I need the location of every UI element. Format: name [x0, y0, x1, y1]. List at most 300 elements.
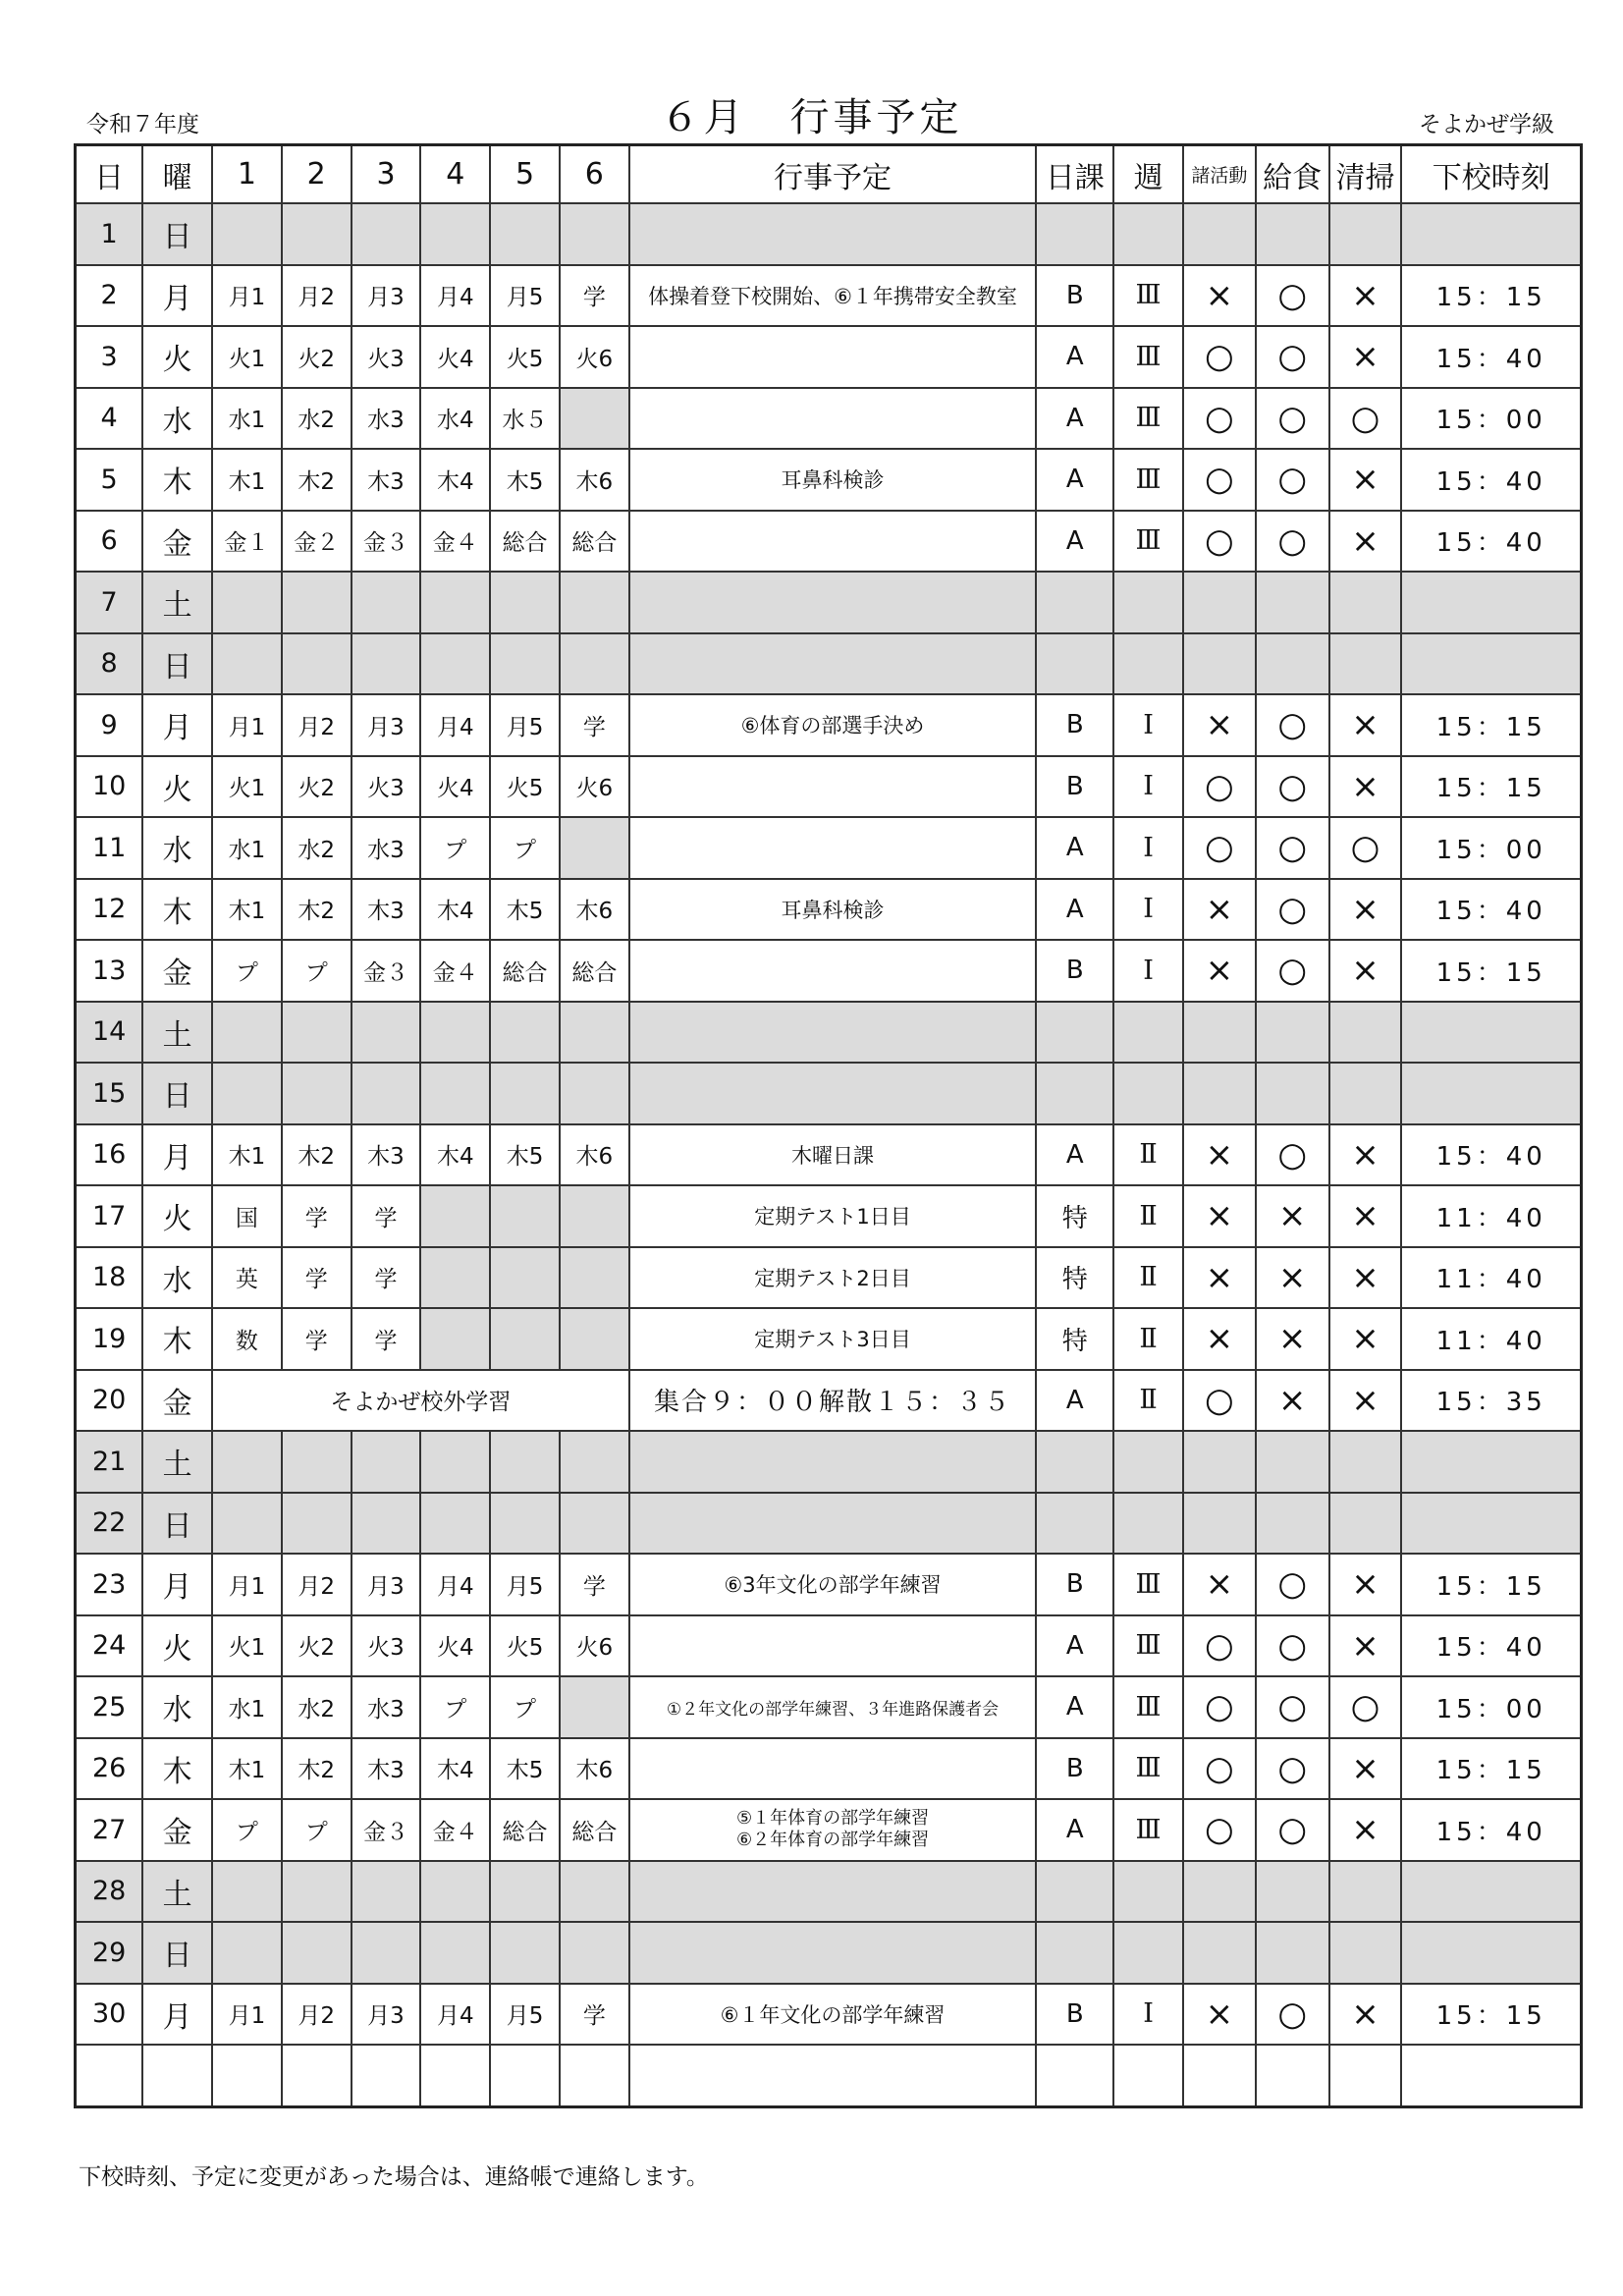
period-cell: 月4 [420, 1984, 490, 2046]
period-cell: 学 [352, 1247, 421, 1309]
empty-cell [1183, 572, 1256, 633]
empty-cell [560, 1063, 629, 1124]
empty-cell [1036, 572, 1113, 633]
lunch-mark: × [1256, 1247, 1329, 1309]
cleaning-mark: × [1329, 940, 1402, 1002]
dismissal-time: 15：40 [1401, 879, 1581, 941]
period-cell: 月3 [352, 694, 421, 756]
weekday-cell: 水 [142, 388, 212, 450]
page-title: ６月 行事予定 [660, 95, 963, 140]
day-cell: 6 [76, 511, 143, 573]
fiscal-year-label: 令和７年度 [86, 112, 199, 137]
week-cell: Ⅲ [1113, 388, 1183, 450]
empty-cell [76, 2045, 143, 2106]
nikka-cell: A [1036, 388, 1113, 450]
event-cell [629, 511, 1037, 573]
event-cell: 定期テスト2日目 [629, 1247, 1037, 1309]
table-row [76, 1554, 1582, 1615]
period-cell: 月2 [282, 694, 352, 756]
period-cell [490, 1247, 560, 1309]
empty-cell [282, 1922, 352, 1984]
period-cell: 木5 [490, 449, 560, 511]
table-row [76, 1247, 1582, 1309]
empty-cell [212, 1063, 282, 1124]
period-cell: 木6 [560, 449, 629, 511]
day-cell: 24 [76, 1615, 143, 1677]
empty-cell [1329, 572, 1402, 633]
nikka-cell: A [1036, 1676, 1113, 1738]
event-cell: 定期テスト3日目 [629, 1308, 1037, 1370]
period-cell: 金１ [212, 511, 282, 573]
day-cell: 10 [76, 756, 143, 818]
period-cell: プ [490, 1676, 560, 1738]
day-cell: 2 [76, 265, 143, 327]
empty-cell [560, 572, 629, 633]
weekday-cell: 月 [142, 265, 212, 327]
event-cell [629, 1738, 1037, 1800]
period-cell: 月2 [282, 265, 352, 327]
empty-cell [1401, 2045, 1581, 2106]
col-header-cleaning: 清掃 [1329, 145, 1402, 204]
period-cell: 学 [560, 694, 629, 756]
cleaning-mark: × [1329, 1799, 1402, 1861]
empty-cell [1401, 1861, 1581, 1923]
week-cell: Ⅲ [1113, 511, 1183, 573]
table-row [76, 1738, 1582, 1800]
cleaning-mark: × [1329, 1554, 1402, 1615]
empty-cell [1036, 1063, 1113, 1124]
dismissal-time: 15：35 [1401, 1370, 1581, 1432]
week-cell: Ⅰ [1113, 940, 1183, 1002]
nikka-cell: A [1036, 1370, 1113, 1432]
empty-cell [420, 1861, 490, 1923]
event-line: ⑤１年体育の部学年練習 [735, 1807, 930, 1829]
empty-cell [629, 1922, 1037, 1984]
empty-cell [1256, 2045, 1329, 2106]
day-cell: 26 [76, 1738, 143, 1800]
empty-cell [1113, 572, 1183, 633]
empty-cell [282, 1431, 352, 1493]
empty-cell [1113, 1002, 1183, 1064]
empty-cell [1329, 633, 1402, 695]
week-cell: Ⅲ [1113, 449, 1183, 511]
day-cell: 15 [76, 1063, 143, 1124]
period-cell: 水1 [212, 817, 282, 879]
period-cell: 数 [212, 1308, 282, 1370]
period-cell: 火1 [212, 756, 282, 818]
weekday-cell: 土 [142, 572, 212, 633]
activities-mark: × [1183, 879, 1256, 941]
day-cell: 4 [76, 388, 143, 450]
dismissal-time: 15：15 [1401, 265, 1581, 327]
lunch-mark: × [1256, 1308, 1329, 1370]
weekday-cell: 日 [142, 203, 212, 265]
event-cell: ①２年文化の部学年練習、３年進路保護者会 [629, 1676, 1037, 1738]
period-cell: 金３ [352, 511, 421, 573]
empty-cell [1036, 633, 1113, 695]
period-cell: 木6 [560, 1124, 629, 1186]
day-cell: 30 [76, 1984, 143, 2046]
weekday-cell: 土 [142, 1002, 212, 1064]
cleaning-mark: × [1329, 756, 1402, 818]
activities-mark: × [1183, 1984, 1256, 2046]
dismissal-time: 15：00 [1401, 388, 1581, 450]
empty-cell [352, 1002, 421, 1064]
period-cell: 月1 [212, 265, 282, 327]
period-cell: 月5 [490, 265, 560, 327]
empty-cell [490, 1922, 560, 1984]
col-header-day: 日 [76, 145, 143, 204]
activities-mark: × [1183, 265, 1256, 327]
empty-cell [629, 1002, 1037, 1064]
period-cell: 木2 [282, 1738, 352, 1800]
event-cell: 集合９：００解散１５：３５ [629, 1370, 1037, 1432]
empty-cell [1329, 1493, 1402, 1555]
period-cell: 木1 [212, 1124, 282, 1186]
period-cell: 火4 [420, 756, 490, 818]
event-cell [629, 388, 1037, 450]
cleaning-mark: ○ [1329, 388, 1402, 450]
period-cell: プ [420, 1676, 490, 1738]
empty-cell [1256, 1002, 1329, 1064]
weekday-cell: 月 [142, 1984, 212, 2046]
empty-cell [629, 1431, 1037, 1493]
empty-cell [1329, 1431, 1402, 1493]
table-row [76, 1861, 1582, 1923]
weekday-cell: 月 [142, 694, 212, 756]
empty-cell [1256, 203, 1329, 265]
lunch-mark: ○ [1256, 756, 1329, 818]
empty-cell [1183, 1063, 1256, 1124]
cleaning-mark: ○ [1329, 1676, 1402, 1738]
weekday-cell: 水 [142, 817, 212, 879]
table-row [76, 326, 1582, 388]
empty-cell [1113, 1063, 1183, 1124]
weekday-cell: 火 [142, 1615, 212, 1677]
table-row [76, 1185, 1582, 1247]
weekday-cell: 火 [142, 756, 212, 818]
period-cell: 水2 [282, 817, 352, 879]
empty-cell [352, 203, 421, 265]
day-cell: 29 [76, 1922, 143, 1984]
week-cell: Ⅰ [1113, 817, 1183, 879]
lunch-mark: ○ [1256, 1676, 1329, 1738]
weekday-cell: 木 [142, 449, 212, 511]
period-cell: 火6 [560, 756, 629, 818]
lunch-mark: ○ [1256, 940, 1329, 1002]
period-cell: 学 [560, 1984, 629, 2046]
dismissal-time: 11：40 [1401, 1247, 1581, 1309]
empty-cell [212, 203, 282, 265]
day-cell: 25 [76, 1676, 143, 1738]
week-cell: Ⅲ [1113, 1615, 1183, 1677]
activities-mark: × [1183, 1124, 1256, 1186]
nikka-cell: B [1036, 756, 1113, 818]
event-line: ⑥２年体育の部学年練習 [735, 1830, 930, 1851]
period-cell: 月3 [352, 1984, 421, 2046]
empty-cell [212, 1861, 282, 1923]
period-cell: 水3 [352, 388, 421, 450]
day-cell: 7 [76, 572, 143, 633]
day-cell: 12 [76, 879, 143, 941]
week-cell: Ⅱ [1113, 1185, 1183, 1247]
empty-cell [629, 1063, 1037, 1124]
activities-mark: × [1183, 1554, 1256, 1615]
dismissal-time: 15：15 [1401, 1738, 1581, 1800]
day-cell: 17 [76, 1185, 143, 1247]
empty-cell [560, 633, 629, 695]
cleaning-mark: × [1329, 449, 1402, 511]
empty-cell [1183, 633, 1256, 695]
weekday-cell: 金 [142, 511, 212, 573]
period-cell: 木2 [282, 449, 352, 511]
table-row [76, 1370, 1582, 1432]
empty-cell [1036, 1922, 1113, 1984]
schedule-table [74, 143, 1583, 2108]
period-cell: 火5 [490, 1615, 560, 1677]
nikka-cell: A [1036, 1799, 1113, 1861]
period-cell [560, 817, 629, 879]
period-cell: 月1 [212, 694, 282, 756]
table-row [76, 1002, 1582, 1064]
weekday-cell: 日 [142, 1493, 212, 1555]
period-cell: 木3 [352, 1738, 421, 1800]
nikka-cell: A [1036, 1124, 1113, 1186]
weekday-cell: 日 [142, 633, 212, 695]
period-cell: 水4 [420, 388, 490, 450]
table-row [76, 1615, 1582, 1677]
period-cell [420, 1308, 490, 1370]
nikka-cell: A [1036, 1615, 1113, 1677]
empty-cell [352, 1922, 421, 1984]
period-cell: 火6 [560, 326, 629, 388]
period-cell: 水1 [212, 388, 282, 450]
col-header-period-3: 3 [352, 145, 421, 204]
period-cell: 火2 [282, 326, 352, 388]
activities-mark: ○ [1183, 449, 1256, 511]
empty-cell [1183, 1002, 1256, 1064]
empty-cell [352, 1431, 421, 1493]
empty-cell [560, 1002, 629, 1064]
empty-cell [1329, 1063, 1402, 1124]
day-cell: 28 [76, 1861, 143, 1923]
cleaning-mark: × [1329, 694, 1402, 756]
empty-cell [212, 1922, 282, 1984]
empty-cell [1329, 1922, 1402, 1984]
table-row [76, 2045, 1582, 2106]
period-cell: 木4 [420, 1738, 490, 1800]
period-cell: 木5 [490, 879, 560, 941]
activities-mark: ○ [1183, 1738, 1256, 1800]
empty-cell [1183, 203, 1256, 265]
period-cell: 木5 [490, 1124, 560, 1186]
day-cell: 1 [76, 203, 143, 265]
week-cell: Ⅱ [1113, 1370, 1183, 1432]
empty-cell [1329, 2045, 1402, 2106]
lunch-mark: ○ [1256, 1554, 1329, 1615]
period-cell: 水1 [212, 1676, 282, 1738]
empty-cell [1113, 203, 1183, 265]
activities-mark: ○ [1183, 756, 1256, 818]
empty-cell [1329, 1861, 1402, 1923]
empty-cell [1256, 1431, 1329, 1493]
cleaning-mark: × [1329, 1370, 1402, 1432]
cleaning-mark: × [1329, 1124, 1402, 1186]
lunch-mark: ○ [1256, 817, 1329, 879]
empty-cell [420, 1431, 490, 1493]
week-cell: Ⅰ [1113, 756, 1183, 818]
lunch-mark: ○ [1256, 1615, 1329, 1677]
empty-cell [352, 1861, 421, 1923]
table-row [76, 633, 1582, 695]
period-cell: プ [282, 940, 352, 1002]
table-row [76, 756, 1582, 818]
week-cell: Ⅱ [1113, 1124, 1183, 1186]
col-header-lunch: 給食 [1256, 145, 1329, 204]
nikka-cell: B [1036, 940, 1113, 1002]
weekday-cell: 金 [142, 940, 212, 1002]
empty-cell [1036, 1002, 1113, 1064]
period-cell: 月3 [352, 1554, 421, 1615]
nikka-cell: A [1036, 511, 1113, 573]
nikka-cell: A [1036, 879, 1113, 941]
dismissal-time: 15：40 [1401, 1799, 1581, 1861]
dismissal-time: 15：15 [1401, 694, 1581, 756]
empty-cell [560, 1431, 629, 1493]
period-cell: 総合 [490, 940, 560, 1002]
table-row [76, 388, 1582, 450]
period-cell: 火1 [212, 1615, 282, 1677]
period-cell: 学 [560, 265, 629, 327]
empty-cell [142, 2045, 212, 2106]
week-cell: Ⅲ [1113, 1799, 1183, 1861]
event-cell: 定期テスト1日目 [629, 1185, 1037, 1247]
weekday-cell: 水 [142, 1676, 212, 1738]
weekday-cell: 月 [142, 1554, 212, 1615]
empty-cell [560, 1493, 629, 1555]
empty-cell [282, 1861, 352, 1923]
period-cell [490, 1308, 560, 1370]
empty-cell [560, 203, 629, 265]
weekday-cell: 月 [142, 1124, 212, 1186]
dismissal-time: 11：40 [1401, 1185, 1581, 1247]
table-row [76, 1431, 1582, 1493]
period-cell: 木5 [490, 1738, 560, 1800]
empty-cell [1401, 1002, 1581, 1064]
empty-cell [420, 203, 490, 265]
day-cell: 23 [76, 1554, 143, 1615]
day-cell: 21 [76, 1431, 143, 1493]
period-cell: 月4 [420, 265, 490, 327]
week-cell: Ⅱ [1113, 1247, 1183, 1309]
empty-cell [1256, 633, 1329, 695]
lunch-mark: ○ [1256, 1984, 1329, 2046]
dismissal-time: 15：15 [1401, 1554, 1581, 1615]
lunch-mark: ○ [1256, 265, 1329, 327]
period-cell: 総合 [490, 511, 560, 573]
empty-cell [352, 2045, 421, 2106]
empty-cell [352, 1063, 421, 1124]
weekday-cell: 土 [142, 1431, 212, 1493]
period-cell: プ [282, 1799, 352, 1861]
empty-cell [1183, 1493, 1256, 1555]
period-cell: 水3 [352, 1676, 421, 1738]
empty-cell [490, 1861, 560, 1923]
period-cell: 英 [212, 1247, 282, 1309]
dismissal-time: 15：15 [1401, 1984, 1581, 2046]
empty-cell [490, 1431, 560, 1493]
empty-cell [1036, 1493, 1113, 1555]
table-row [76, 511, 1582, 573]
empty-cell [490, 633, 560, 695]
activities-mark: ○ [1183, 1676, 1256, 1738]
period-cell: 学 [282, 1308, 352, 1370]
period-cell: 火6 [560, 1615, 629, 1677]
class-name-label: そよかぜ学級 [1419, 112, 1554, 137]
empty-cell [352, 633, 421, 695]
day-cell: 18 [76, 1247, 143, 1309]
nikka-cell: B [1036, 265, 1113, 327]
dismissal-time: 15：15 [1401, 756, 1581, 818]
table-row [76, 940, 1582, 1002]
empty-cell [560, 2045, 629, 2106]
activities-mark: × [1183, 940, 1256, 1002]
empty-cell [1036, 1431, 1113, 1493]
table-row [76, 694, 1582, 756]
empty-cell [420, 633, 490, 695]
period-cell: 火2 [282, 1615, 352, 1677]
week-cell: Ⅰ [1113, 879, 1183, 941]
empty-cell [629, 633, 1037, 695]
event-cell [629, 756, 1037, 818]
period-cell [490, 1185, 560, 1247]
lunch-mark: ○ [1256, 326, 1329, 388]
cleaning-mark: × [1329, 326, 1402, 388]
day-cell: 14 [76, 1002, 143, 1064]
weekday-cell: 日 [142, 1063, 212, 1124]
period-cell: 木6 [560, 1738, 629, 1800]
period-cell: 金４ [420, 511, 490, 573]
activities-mark: ○ [1183, 1370, 1256, 1432]
period-cell: 木4 [420, 449, 490, 511]
period-cell: 火5 [490, 756, 560, 818]
empty-cell [352, 1493, 421, 1555]
lunch-mark: × [1256, 1185, 1329, 1247]
cleaning-mark: × [1329, 1984, 1402, 2046]
period-cell: 月5 [490, 1554, 560, 1615]
period-cell: 総合 [560, 1799, 629, 1861]
period-cell: 火3 [352, 756, 421, 818]
empty-cell [629, 2045, 1037, 2106]
period-cell: 木3 [352, 449, 421, 511]
nikka-cell: A [1036, 326, 1113, 388]
period-cell: プ [212, 1799, 282, 1861]
period-cell: 学 [560, 1554, 629, 1615]
col-header-period-4: 4 [420, 145, 490, 204]
period-cell: 月3 [352, 265, 421, 327]
cleaning-mark: × [1329, 265, 1402, 327]
empty-cell [212, 1493, 282, 1555]
empty-cell [1401, 1431, 1581, 1493]
empty-cell [1401, 1493, 1581, 1555]
empty-cell [212, 572, 282, 633]
table-row [76, 817, 1582, 879]
period-cell: 水3 [352, 817, 421, 879]
empty-cell [560, 1861, 629, 1923]
period-cell: 木6 [560, 879, 629, 941]
empty-cell [490, 203, 560, 265]
empty-cell [420, 1002, 490, 1064]
